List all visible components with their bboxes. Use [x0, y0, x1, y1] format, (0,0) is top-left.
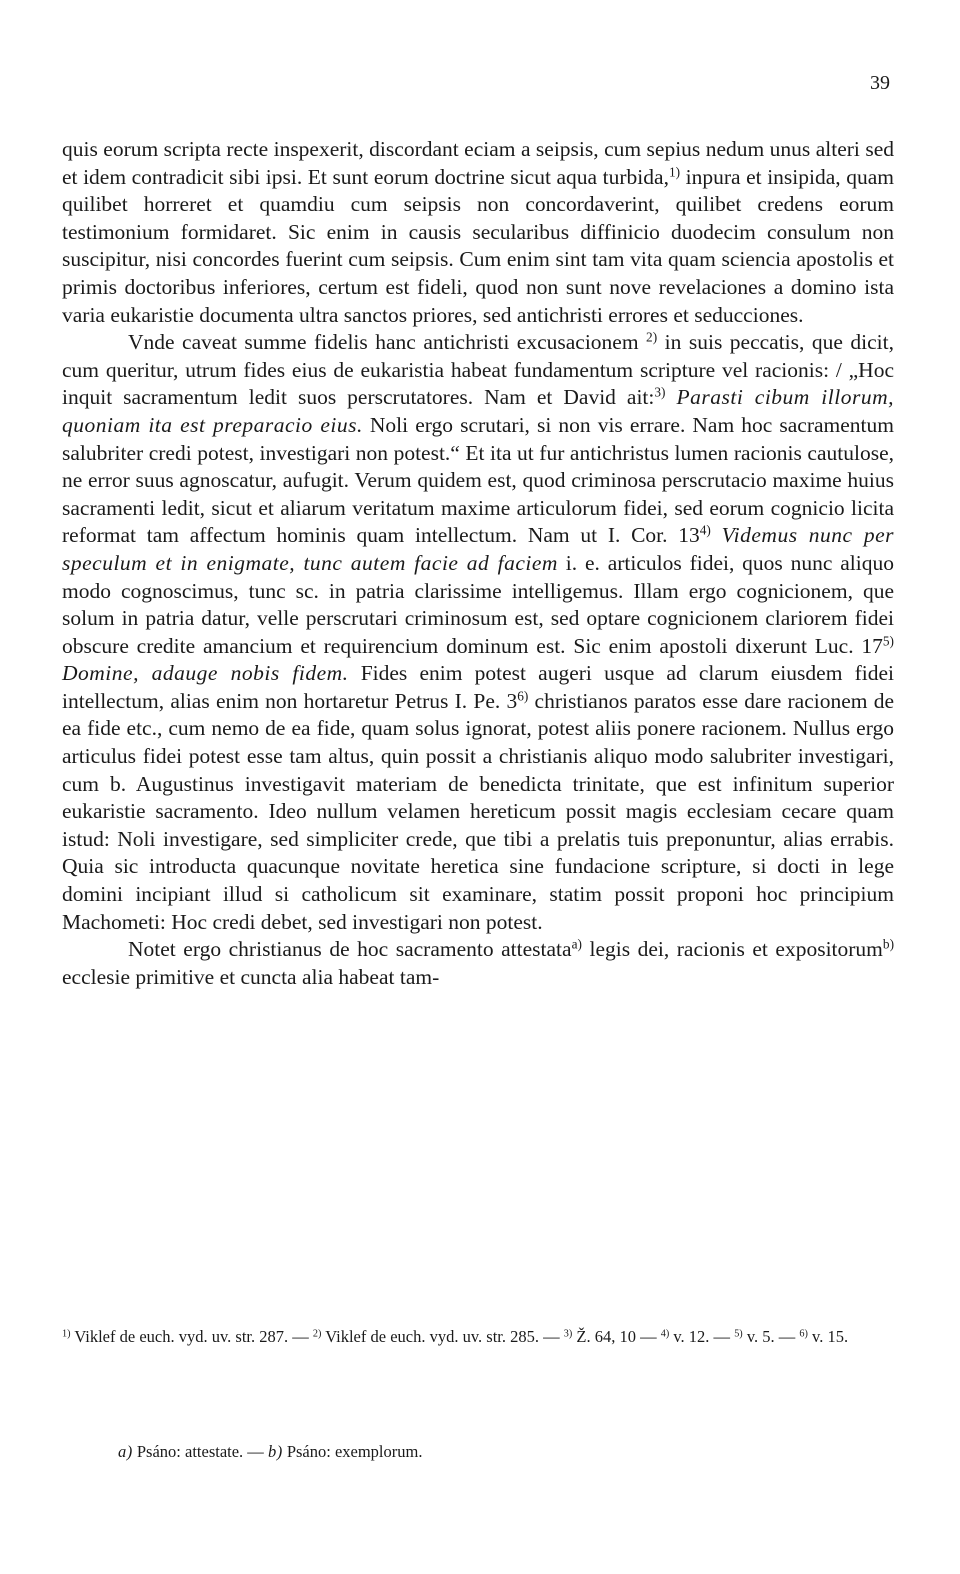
text-run: Psáno: exemplorum.	[282, 1442, 423, 1461]
note-marker: 3)	[654, 385, 666, 401]
text-run	[666, 385, 677, 409]
note-marker: 5)	[734, 1328, 743, 1340]
textual-variants	[118, 1440, 818, 1464]
text-run: Psáno: attestate. —	[132, 1442, 268, 1461]
text-run: v. 15.	[807, 1327, 849, 1346]
text-run: i. e. articulos fidei, quos nunc aliquo modo cognoscimus, tunc sc. in patria clarissime intelligemus. Illam ergo cognicionem, que solum in patria datur, velle perscrutari criminosum est, sed optare cognicionem clariorem fidei obscure credite amancium et requirencium dominum est. Sic enim apostoli dixerunt Luc. 17	[62, 550, 894, 658]
note-marker: a)	[571, 936, 582, 952]
body-text	[62, 136, 894, 991]
paragraph	[62, 136, 894, 329]
text-run: Viklef de euch. vyd. uv. str. 287. —	[70, 1327, 313, 1346]
text-run: Noli ergo scrutari, si non vis errare. Nam hoc sacramentum salubriter credi potest, investigari non potest.“ Et ita ut fur antichristus lumen racionis cautulose, ne error suus agnoscatur, aufugit. Verum quidem est, quod criminosa perscrutacio maxime huius sacramenti ledit, sicut et aliarum veritatum maxime articulorum fidei, sed eorum cognicio licita reformat tam affectum hominis quam intellectum. Nam ut I. Cor. 13	[62, 412, 894, 548]
text-run: Ž. 64, 10 —	[572, 1327, 661, 1346]
note-marker: 6)	[517, 688, 529, 704]
text-run: Vnde caveat summe fidelis hanc antichristi excusacionem	[128, 330, 647, 355]
text-run: christianos paratos esse dare racionem de ea fide etc., cum nemo de ea fide, quam solus ignorat, potest aliis ponere racionem. Nullus ergo articulus fidei potest esse tam altus, quin possit a christianis aliquo modo salubriter investigari, cum b. Augustinus investigavit materiam de benedicta trinitate, que est infinitum superior eukaristie sacramento. Ideo nullum velamen hereticum possit magis ecclesiam cecare quam istud: Noli investigare, sed simpliciter crede, que tibi a prelatis tuis preponuntur, alias errabis. Quia sic introducta quacunque novitate heretica sine fundacione scripture, si docti in lege domini incipiant illud si catholicum sit examinare, statim possit proponi hoc principium Machometi: Hoc credi debet, sed investigari non potest.	[62, 688, 895, 934]
italic-text: Parasti cibum illorum, quoniam ita est preparacio eius.	[62, 385, 894, 437]
note-marker: 1)	[668, 164, 681, 180]
note-marker: 6)	[799, 1328, 808, 1340]
text-run: v. 12. —	[669, 1327, 735, 1346]
text-run: inpura et insipida, quam quilibet horreret et quamdiu cum seipsis non concordaverint, quilibet credens eorum testimonium formidaret. Sic enim in causis secularibus diffinicio duodecim consulum non suscipitur, nisi concordes fuerint cum seipsis. Cum enim sint tam vita quam sciencia apostolis et primis doctoribus inferiores, certum est fideli, quod non sunt nove revelaciones a domino ista varia eukaristie documenta ultra sanctos priores, sed antichristi errores et seducciones.	[62, 164, 894, 327]
text-run: Fides enim potest augeri usque ad clarum eiusdem fidei intellectum, alias enim non hortaretur Petrus I. Pe. 3	[62, 661, 894, 713]
note-marker: 3)	[563, 1328, 573, 1340]
italic-text: a)	[118, 1442, 133, 1461]
text-run: Notet ergo christianus de hoc sacramento attestata	[128, 937, 572, 962]
page-number: 39	[870, 72, 890, 94]
note-marker: 5)	[882, 633, 894, 649]
note-marker: 2)	[646, 329, 658, 345]
text-run: v. 5. —	[742, 1327, 800, 1346]
paragraph	[62, 329, 894, 936]
text-run: legis dei, racionis et expositorum	[581, 937, 883, 962]
note-marker: 4)	[699, 522, 711, 538]
italic-text: Domine, adauge nobis fidem.	[62, 661, 349, 686]
note-marker: b)	[882, 936, 895, 952]
text-run	[711, 523, 722, 547]
paragraph	[62, 936, 894, 991]
text-run: ecclesie primitive et cuncta alia habeat tam-	[62, 964, 440, 989]
text-run: in suis peccatis, que dicit, cum queritur, utrum fides eius de eukaristia habeat fundamentum scripture vel racionis: / „Hoc inquit sacramentum ledit suos perscrutatores. Nam et David ait:	[62, 330, 894, 410]
italic-text: b)	[267, 1442, 283, 1461]
note-marker: 1)	[62, 1328, 71, 1340]
text-run: Viklef de euch. vyd. uv. str. 285. —	[321, 1327, 564, 1346]
footnotes	[62, 1325, 894, 1349]
italic-text: Videmus nunc per speculum et in enigmate, tunc autem facie ad faciem	[62, 523, 894, 575]
text-run: quis eorum scripta recte inspexerit, discordant eciam a seipsis, cum sepius nedum unus alteri sed et idem contradicit sibi ipsi. Et sunt eorum doctrine sicut aqua turbida,	[62, 137, 894, 189]
note-marker: 2)	[312, 1328, 322, 1340]
note-marker: 4)	[660, 1328, 670, 1340]
